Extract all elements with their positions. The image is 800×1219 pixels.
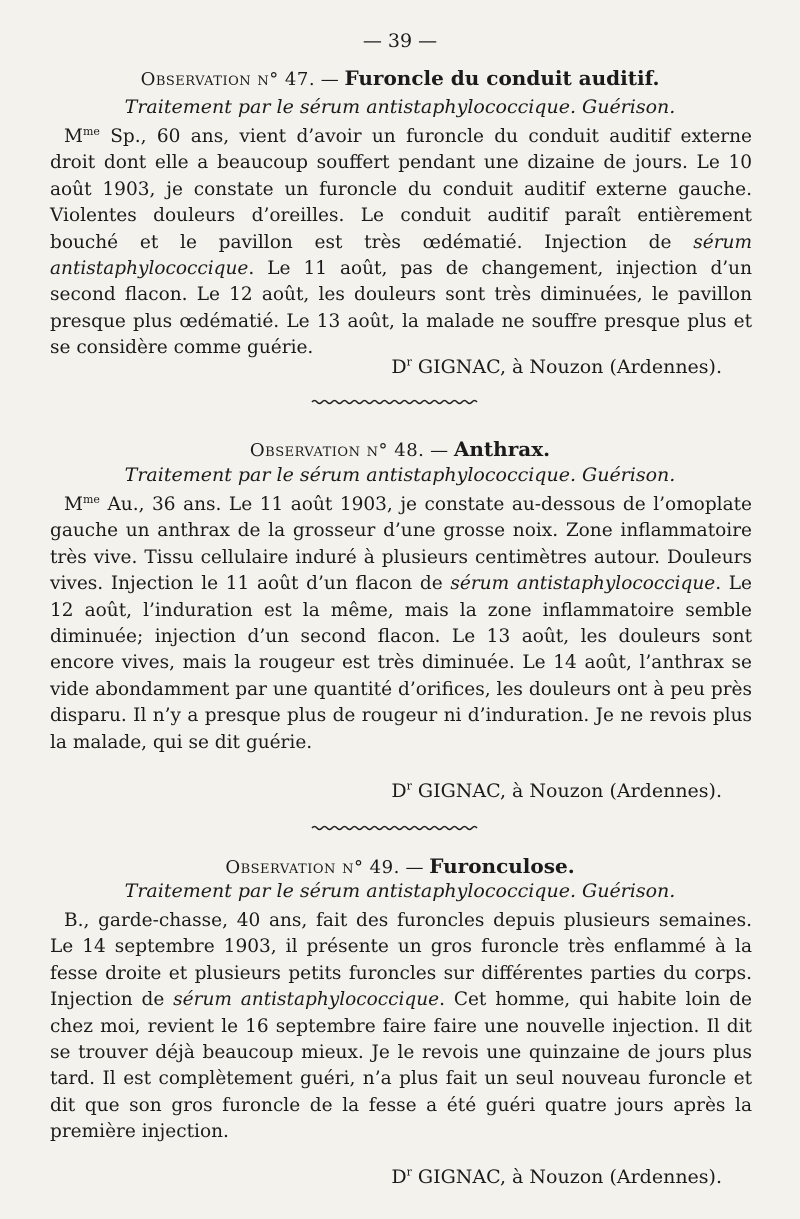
body-text-part-2: . Le 12 août, l’induration est la même, mais la zone inflammatoire semble diminuée; injection d’un second flacon. Le 13 août, les douleurs sont encore vives, mais la rougeur est très diminuée. Le 14 août, l’anthrax se vide abondamment par une quantité d’orifices, les douleurs ont à peu près disparu. Il n’y a presque plus de rougeur ni d’induration. Je ne revois plus la malade, qui se dit guérie. [50, 573, 752, 753]
observation-47-subtitle: Traitement par le sérum antistaphylococcique. Guérison. [124, 96, 676, 118]
signature-text: GIGNAC, à Nouzon (Ardennes). [411, 356, 722, 378]
observation-title: Furoncle du conduit auditif. [344, 66, 660, 90]
observation-48-signature [391, 780, 722, 802]
observation-49-subtitle: Traitement par le sérum antistaphylococcique. Guérison. [124, 880, 676, 902]
signature-sup: r [406, 355, 412, 369]
observation-49-heading [50, 854, 750, 878]
observation-48-subtitle: Traitement par le sérum antistaphylococcique. Guérison. [124, 464, 676, 486]
heading-dash: — [424, 440, 454, 461]
decorative-wavy-rule [310, 398, 480, 406]
observation-48-body [50, 492, 752, 756]
page-number: — 39 — [362, 30, 438, 52]
body-text-part-2: . Cet homme, qui habite loin de chez moi, revient le 16 septembre faire faire une nouvelle injection. Il dit se trouver déjà beaucoup mieux. Je le revois une quinzaine de jours plus tard. Il est complètement guéri, n’a plus fait un seul nouveau furoncle et dit que son gros furoncle de la fesse a été guéri quatre jours après la première injection. [50, 989, 752, 1143]
patient-title-sup: me [82, 492, 100, 506]
signature-sup: r [406, 1165, 412, 1179]
patient-prefix: M [64, 126, 83, 147]
heading-dash: — [399, 857, 430, 878]
signature-text: GIGNAC, à Nouzon (Ardennes). [411, 780, 722, 802]
body-text-part-1: B., garde-chasse, 40 ans, fait des furoncles depuis plusieurs semaines. Le 14 septembre 1903, il présente un gros furoncle très enflammé à la fesse droite et plusieurs petits furoncles sur différentes parties du corps. Injection de [50, 910, 752, 1011]
observation-49-body [50, 908, 752, 1146]
serum-name: sérum antistaphylococcique [173, 989, 440, 1011]
observation-label: Observation n° 49. [225, 857, 400, 878]
signature-sup: r [406, 779, 412, 793]
observation-47-signature [391, 356, 722, 378]
signature-prefix: D [391, 356, 407, 378]
signature-prefix: D [391, 780, 407, 802]
body-text-part-1: Sp., 60 ans, vient d’avoir un furoncle du conduit auditif externe droit dont elle a beaucoup souffert pendant une dizaine de jours. Le 10 août 1903, je constate un furoncle du conduit auditif externe gauche. Violentes douleurs d’oreilles. Le conduit auditif paraît entièrement bouché et le pavillon est très œdématié. Injection de [50, 126, 752, 253]
signature-prefix: D [391, 1166, 407, 1188]
patient-title-sup: me [82, 124, 100, 138]
observation-label: Observation n° 47. [140, 69, 316, 90]
observation-48-heading [50, 437, 750, 461]
serum-name: sérum antistaphylococcique [50, 231, 752, 280]
observation-47-body [50, 124, 752, 362]
serum-name: sérum antistaphylococcique [450, 573, 716, 595]
observation-49-signature [391, 1166, 722, 1188]
decorative-wavy-rule [310, 824, 480, 832]
body-text-part-1: Au., 36 ans. Le 11 août 1903, je constate au-dessous de l’omoplate gauche un anthrax de la grosseur d’une grosse noix. Zone inflammatoire très vive. Tissu cellulaire induré à plusieurs centimètres autour. Douleurs vives. Injection le 11 août d’un flacon de [50, 494, 752, 595]
observation-title: Anthrax. [453, 437, 551, 461]
heading-dash: — [315, 69, 345, 90]
observation-label: Observation n° 48. [249, 440, 425, 461]
body-text-part-2: . Le 11 août, pas de changement, injection d’un second flacon. Le 12 août, les douleurs sont très diminuées, le pavillon presque plus œdématié. Le 13 août, la malade ne souffre presque plus et se considère comme guérie. [50, 258, 752, 359]
observation-title: Furonculose. [429, 854, 575, 878]
patient-prefix: M [64, 494, 83, 515]
signature-text: GIGNAC, à Nouzon (Ardennes). [411, 1166, 722, 1188]
observation-47-heading [50, 66, 750, 90]
